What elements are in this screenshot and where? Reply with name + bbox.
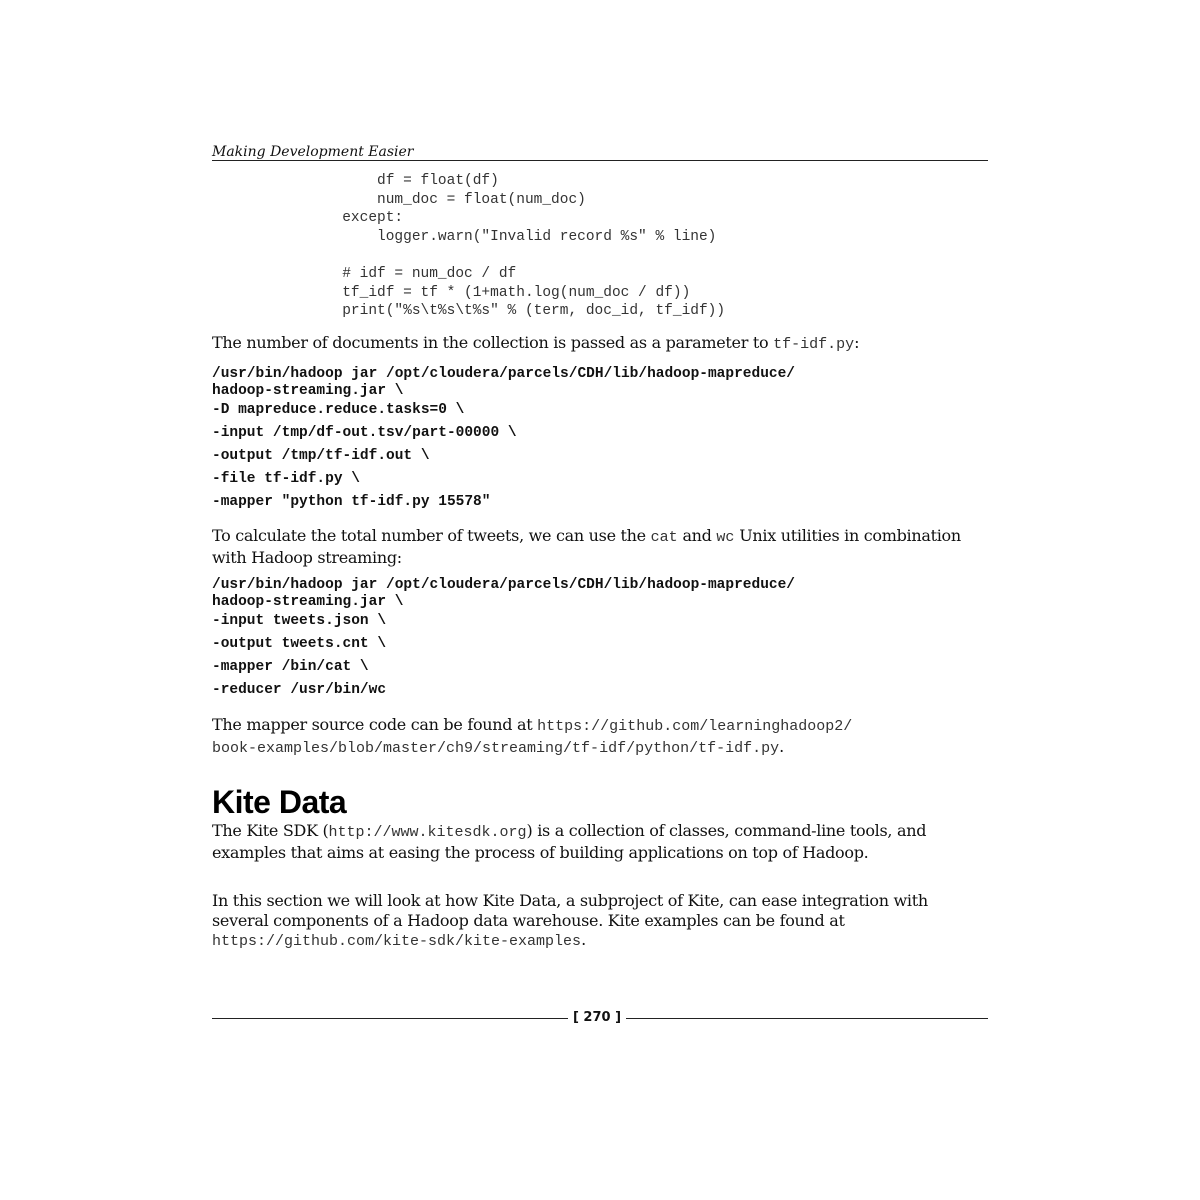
source-code-link[interactable]: https://github.com/learninghadoop2/ xyxy=(537,718,853,735)
source-code-link[interactable]: book-examples/blob/master/ch9/streaming/tf-idf/python/tf-idf.py xyxy=(212,739,780,757)
command-line: -output /tmp/tf-idf.out \ xyxy=(212,448,430,464)
command-line: -reducer /usr/bin/wc xyxy=(212,682,387,698)
kitesdk-link[interactable]: http://www.kitesdk.org xyxy=(328,824,527,841)
section-heading: Kite Data xyxy=(212,784,347,820)
footer-rule-left xyxy=(212,1018,568,1019)
inline-code: cat xyxy=(650,529,678,546)
paragraph-tfidf-parameter: The number of documents in the collection is passed as a parameter to tf-idf.py: xyxy=(212,333,860,353)
footer-rule-right xyxy=(626,1018,988,1019)
running-header: Making Development Easier xyxy=(212,144,414,160)
command-line: -D mapreduce.reduce.tasks=0 \ xyxy=(212,402,465,418)
inline-code: wc xyxy=(716,529,735,546)
command-line: -mapper "python tf-idf.py 15578" xyxy=(212,494,491,510)
paragraph-kite-sdk: The Kite SDK (http://www.kitesdk.org) is a collection of classes, command-line tools, and examples that aims at easing the process of building applications on top of Hadoop. xyxy=(212,821,927,862)
command-line: hadoop-streaming.jar \ xyxy=(212,593,404,610)
command-line: -input tweets.json \ xyxy=(212,613,387,629)
code-line: df = float(df) xyxy=(290,173,499,189)
paragraph-kite-data: In this section we will look at how Kite Data, a subproject of Kite, can ease integration with several components of a Hadoop data warehouse. Kite examples can be found at https://github.com/kite-sdk/kite-examples. xyxy=(212,891,928,950)
command-line: /usr/bin/hadoop jar /opt/cloudera/parcels/CDH/lib/hadoop-mapreduce/ xyxy=(212,366,795,382)
code-line: logger.warn("Invalid record %s" % line) xyxy=(290,228,717,245)
code-line: print("%s\t%s\t%s" % (term, doc_id, tf_idf)) xyxy=(290,303,726,320)
command-line: -output tweets.cnt \ xyxy=(212,636,387,652)
page-number: [ 270 ] xyxy=(572,1010,622,1025)
header-rule xyxy=(212,160,988,161)
command-line: -file tf-idf.py \ xyxy=(212,471,360,487)
code-line: tf_idf = tf * (1+math.log(num_doc / df)) xyxy=(290,284,691,301)
command-line: hadoop-streaming.jar \ xyxy=(212,382,404,399)
inline-code: tf-idf.py xyxy=(773,336,855,353)
code-line: num_doc = float(num_doc) xyxy=(290,191,586,208)
command-line: -mapper /bin/cat \ xyxy=(212,659,369,675)
command-line: -input /tmp/df-out.tsv/part-00000 \ xyxy=(212,425,517,441)
code-line: # idf = num_doc / df xyxy=(290,265,517,282)
command-block-tfidf xyxy=(212,366,795,514)
paragraph-count-tweets: To calculate the total number of tweets, we can use the cat and wc Unix utilities in combination with Hadoop streaming: xyxy=(212,526,961,567)
paragraph-mapper-source: The mapper source code can be found at https://github.com/learninghadoop2/ book-examples/blob/master/ch9/streaming/tf-idf/python/tf-idf.py. xyxy=(212,715,853,757)
command-block-wc xyxy=(212,577,795,702)
kite-examples-link[interactable]: https://github.com/kite-sdk/kite-examples xyxy=(212,933,582,950)
code-listing xyxy=(290,172,725,321)
code-line: except: xyxy=(290,210,404,227)
command-line: /usr/bin/hadoop jar /opt/cloudera/parcels/CDH/lib/hadoop-mapreduce/ xyxy=(212,577,795,593)
